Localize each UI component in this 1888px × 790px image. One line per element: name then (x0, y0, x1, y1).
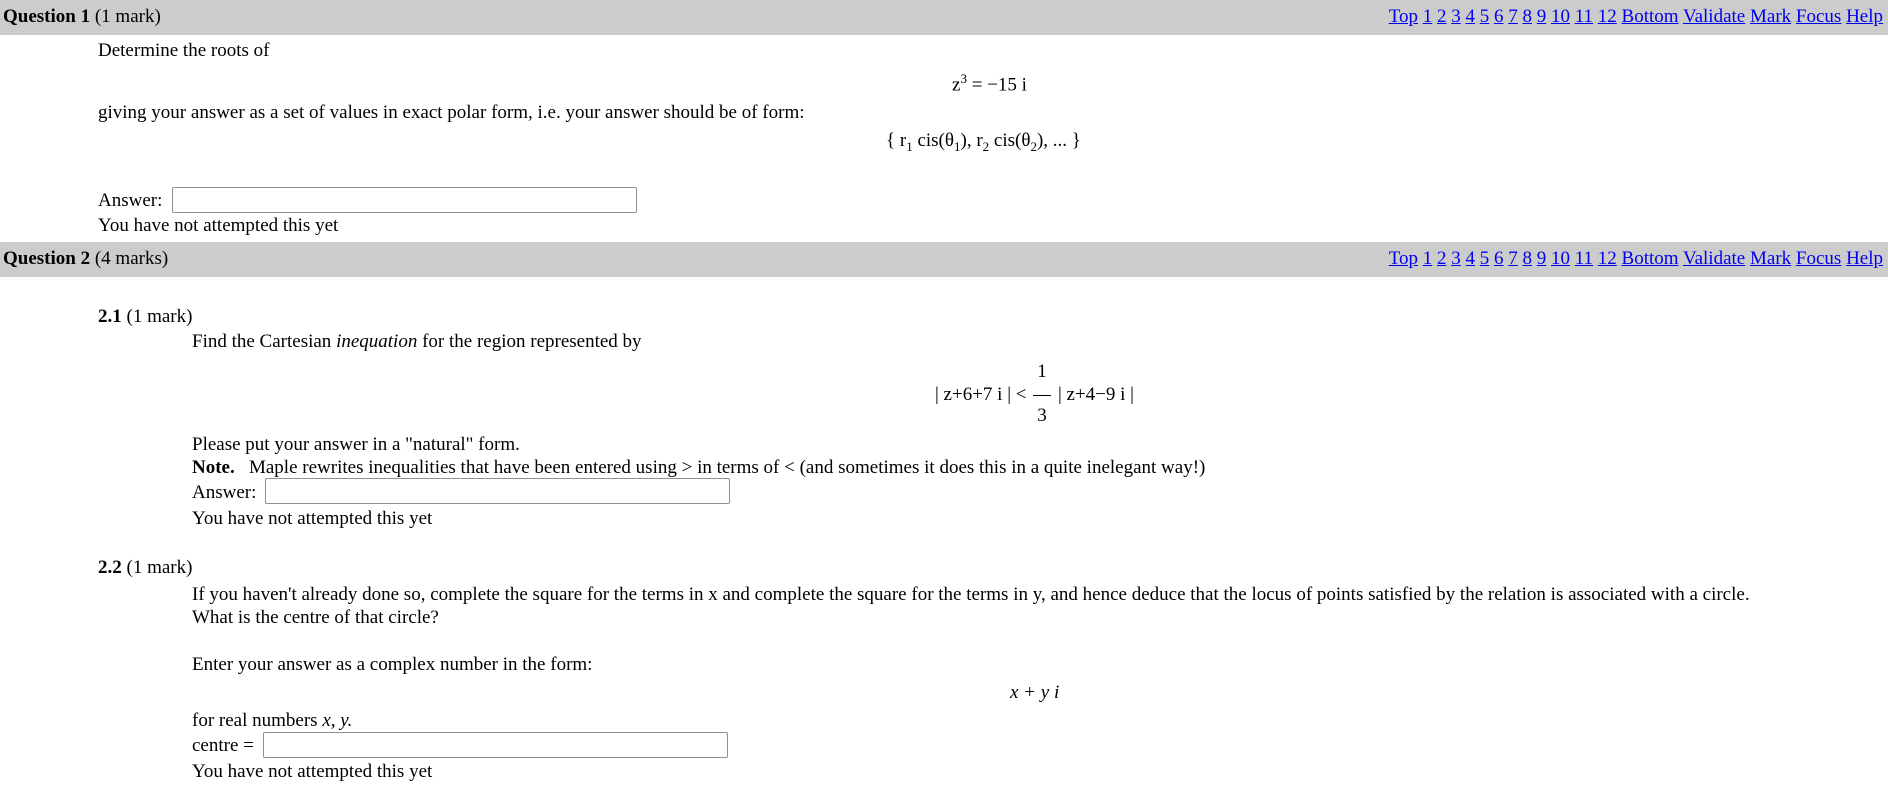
nav-focus-link[interactable]: Focus (1795, 6, 1842, 27)
part-2-1-fraction-denominator: 3 (1037, 405, 1047, 426)
q1-prompt: Determine the roots of (98, 40, 270, 61)
nav-q10-link[interactable]: 10 (1551, 6, 1570, 27)
nav-q2-link[interactable]: 2 (1437, 6, 1447, 27)
part-2-2-real-numbers: for real numbers x, y. (192, 710, 353, 731)
question-1-nav (1389, 6, 1883, 28)
nav-validate-link[interactable]: Validate (1682, 6, 1746, 27)
part-2-2-centre-label: centre = (192, 735, 254, 756)
nav-mark-link[interactable]: Mark (1750, 248, 1792, 269)
nav-focus-link[interactable]: Focus (1795, 248, 1842, 269)
part-2-2-enter-prompt: Enter your answer as a complex number in the form: (192, 654, 593, 675)
part-2-2-instruction-line-1: If you haven't already done so, complete the square for the terms in x and complete the square for the terms in y, and hence deduce that the locus of points satisfied by the relation is associated with a circle. (192, 584, 1750, 605)
nav-help-link[interactable]: Help (1846, 248, 1883, 269)
part-2-1-inequality: | z+6+7 i | < | z+4−9 i | (935, 384, 1134, 405)
nav-q11-link[interactable]: 11 (1574, 6, 1594, 27)
part-2-2-heading: 2.2 (1 mark) (98, 557, 193, 578)
question-2-title: Question 2 (4 marks) (3, 248, 169, 269)
q1-polar-form: { $r_1$ $cis(\theta_1)$, $r_2$ $cis(\theta_2)$, ... } (886, 130, 1081, 154)
part-2-1-note: Note. Maple rewrites inequalities that have been entered using > in terms of < (and sometimes it does this in a quite inelegant way!) (192, 457, 1206, 478)
part-2-1-fraction-numerator: 1 (1037, 361, 1047, 382)
nav-bottom-link[interactable]: Bottom (1621, 248, 1679, 269)
part-2-1-heading: 2.1 (1 mark) (98, 306, 193, 327)
nav-q7-link[interactable]: 7 (1508, 6, 1518, 27)
part-2-1-status: You have not attempted this yet (192, 508, 433, 529)
nav-q4-link[interactable]: 4 (1465, 248, 1475, 269)
nav-q6-link[interactable]: 6 (1494, 6, 1504, 27)
nav-top-link[interactable]: Top (1388, 6, 1418, 27)
nav-q12-link[interactable]: 12 (1597, 6, 1617, 27)
q1-equation: $z^3 = -15$ i (952, 71, 1027, 96)
nav-q1-link[interactable]: 1 (1422, 248, 1433, 269)
part-2-1-answer-label: Answer: (192, 482, 257, 503)
nav-q4-link[interactable]: 4 (1465, 6, 1475, 27)
nav-q12-link[interactable]: 12 (1597, 248, 1617, 269)
nav-q1-link[interactable]: 1 (1422, 6, 1433, 27)
q1-answer-label: Answer: (98, 190, 163, 211)
question-2-header (0, 242, 1888, 277)
nav-q3-link[interactable]: 3 (1451, 6, 1461, 27)
q1-status: You have not attempted this yet (98, 215, 339, 236)
question-1-title: Question 1 (1 mark) (3, 6, 161, 27)
part-2-1-answer-input[interactable] (265, 478, 730, 504)
nav-q2-link[interactable]: 2 (1437, 248, 1447, 269)
q1-answer-input[interactable] (172, 187, 637, 213)
question-1-header (0, 0, 1888, 35)
nav-bottom-link[interactable]: Bottom (1621, 6, 1679, 27)
nav-validate-link[interactable]: Validate (1682, 248, 1746, 269)
nav-q5-link[interactable]: 5 (1479, 6, 1490, 27)
nav-q7-link[interactable]: 7 (1508, 248, 1518, 269)
part-2-1-prompt: Find the Cartesian inequation for the region represented by (192, 331, 642, 352)
nav-q6-link[interactable]: 6 (1494, 248, 1504, 269)
q1-instruction: giving your answer as a set of values in exact polar form, i.e. your answer should be of form: (98, 102, 805, 123)
nav-q11-link[interactable]: 11 (1574, 248, 1594, 269)
part-2-2-complex-form: x + y i (1010, 682, 1060, 703)
part-2-2-instruction-line-2: What is the centre of that circle? (192, 607, 439, 628)
nav-q3-link[interactable]: 3 (1451, 248, 1461, 269)
part-2-2-status: You have not attempted this yet (192, 761, 433, 782)
nav-q10-link[interactable]: 10 (1551, 248, 1570, 269)
nav-q5-link[interactable]: 5 (1479, 248, 1490, 269)
nav-q8-link[interactable]: 8 (1522, 6, 1532, 27)
part-2-2-centre-input[interactable] (263, 732, 728, 758)
nav-top-link[interactable]: Top (1388, 248, 1418, 269)
nav-q8-link[interactable]: 8 (1522, 248, 1532, 269)
question-2-nav (1389, 248, 1883, 270)
part-2-1-natural-form: Please put your answer in a "natural" form. (192, 434, 520, 455)
nav-q9-link[interactable]: 9 (1536, 6, 1547, 27)
nav-q9-link[interactable]: 9 (1536, 248, 1547, 269)
nav-mark-link[interactable]: Mark (1750, 6, 1792, 27)
nav-help-link[interactable]: Help (1846, 6, 1883, 27)
